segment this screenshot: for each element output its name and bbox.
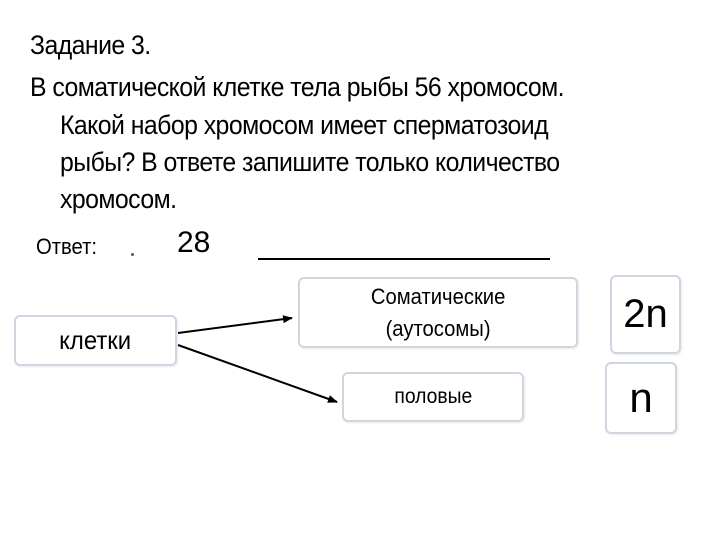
haploid-box [605,362,677,434]
somatic-label-line2: (аутосомы) [385,315,491,341]
somatic-box [298,277,578,348]
cells-box [14,315,177,366]
task-title: Задание 3. [30,30,151,60]
somatic-label-line1: Соматические [370,283,506,309]
sex-cells-box [342,372,524,422]
question-line-1: В соматической клетке тела рыбы 56 хромосом. [30,72,565,102]
question-line-4: хромосом. [60,184,177,214]
answer-label: Ответ: [36,234,98,259]
cells-label: клетки [59,325,132,355]
question-line-2: Какой набор хромосом имеет сперматозоид [60,110,549,140]
diploid-label: 2n [623,292,668,336]
question-line-3: рыбы? В ответе запишите только количество [60,147,560,177]
sex-cells-label: половые [394,385,472,408]
arrow-to-sex [178,345,337,402]
answer-value: 28 [177,226,211,259]
arrow-to-somatic [178,318,292,333]
haploid-label: n [629,374,653,421]
diploid-box [610,275,681,354]
